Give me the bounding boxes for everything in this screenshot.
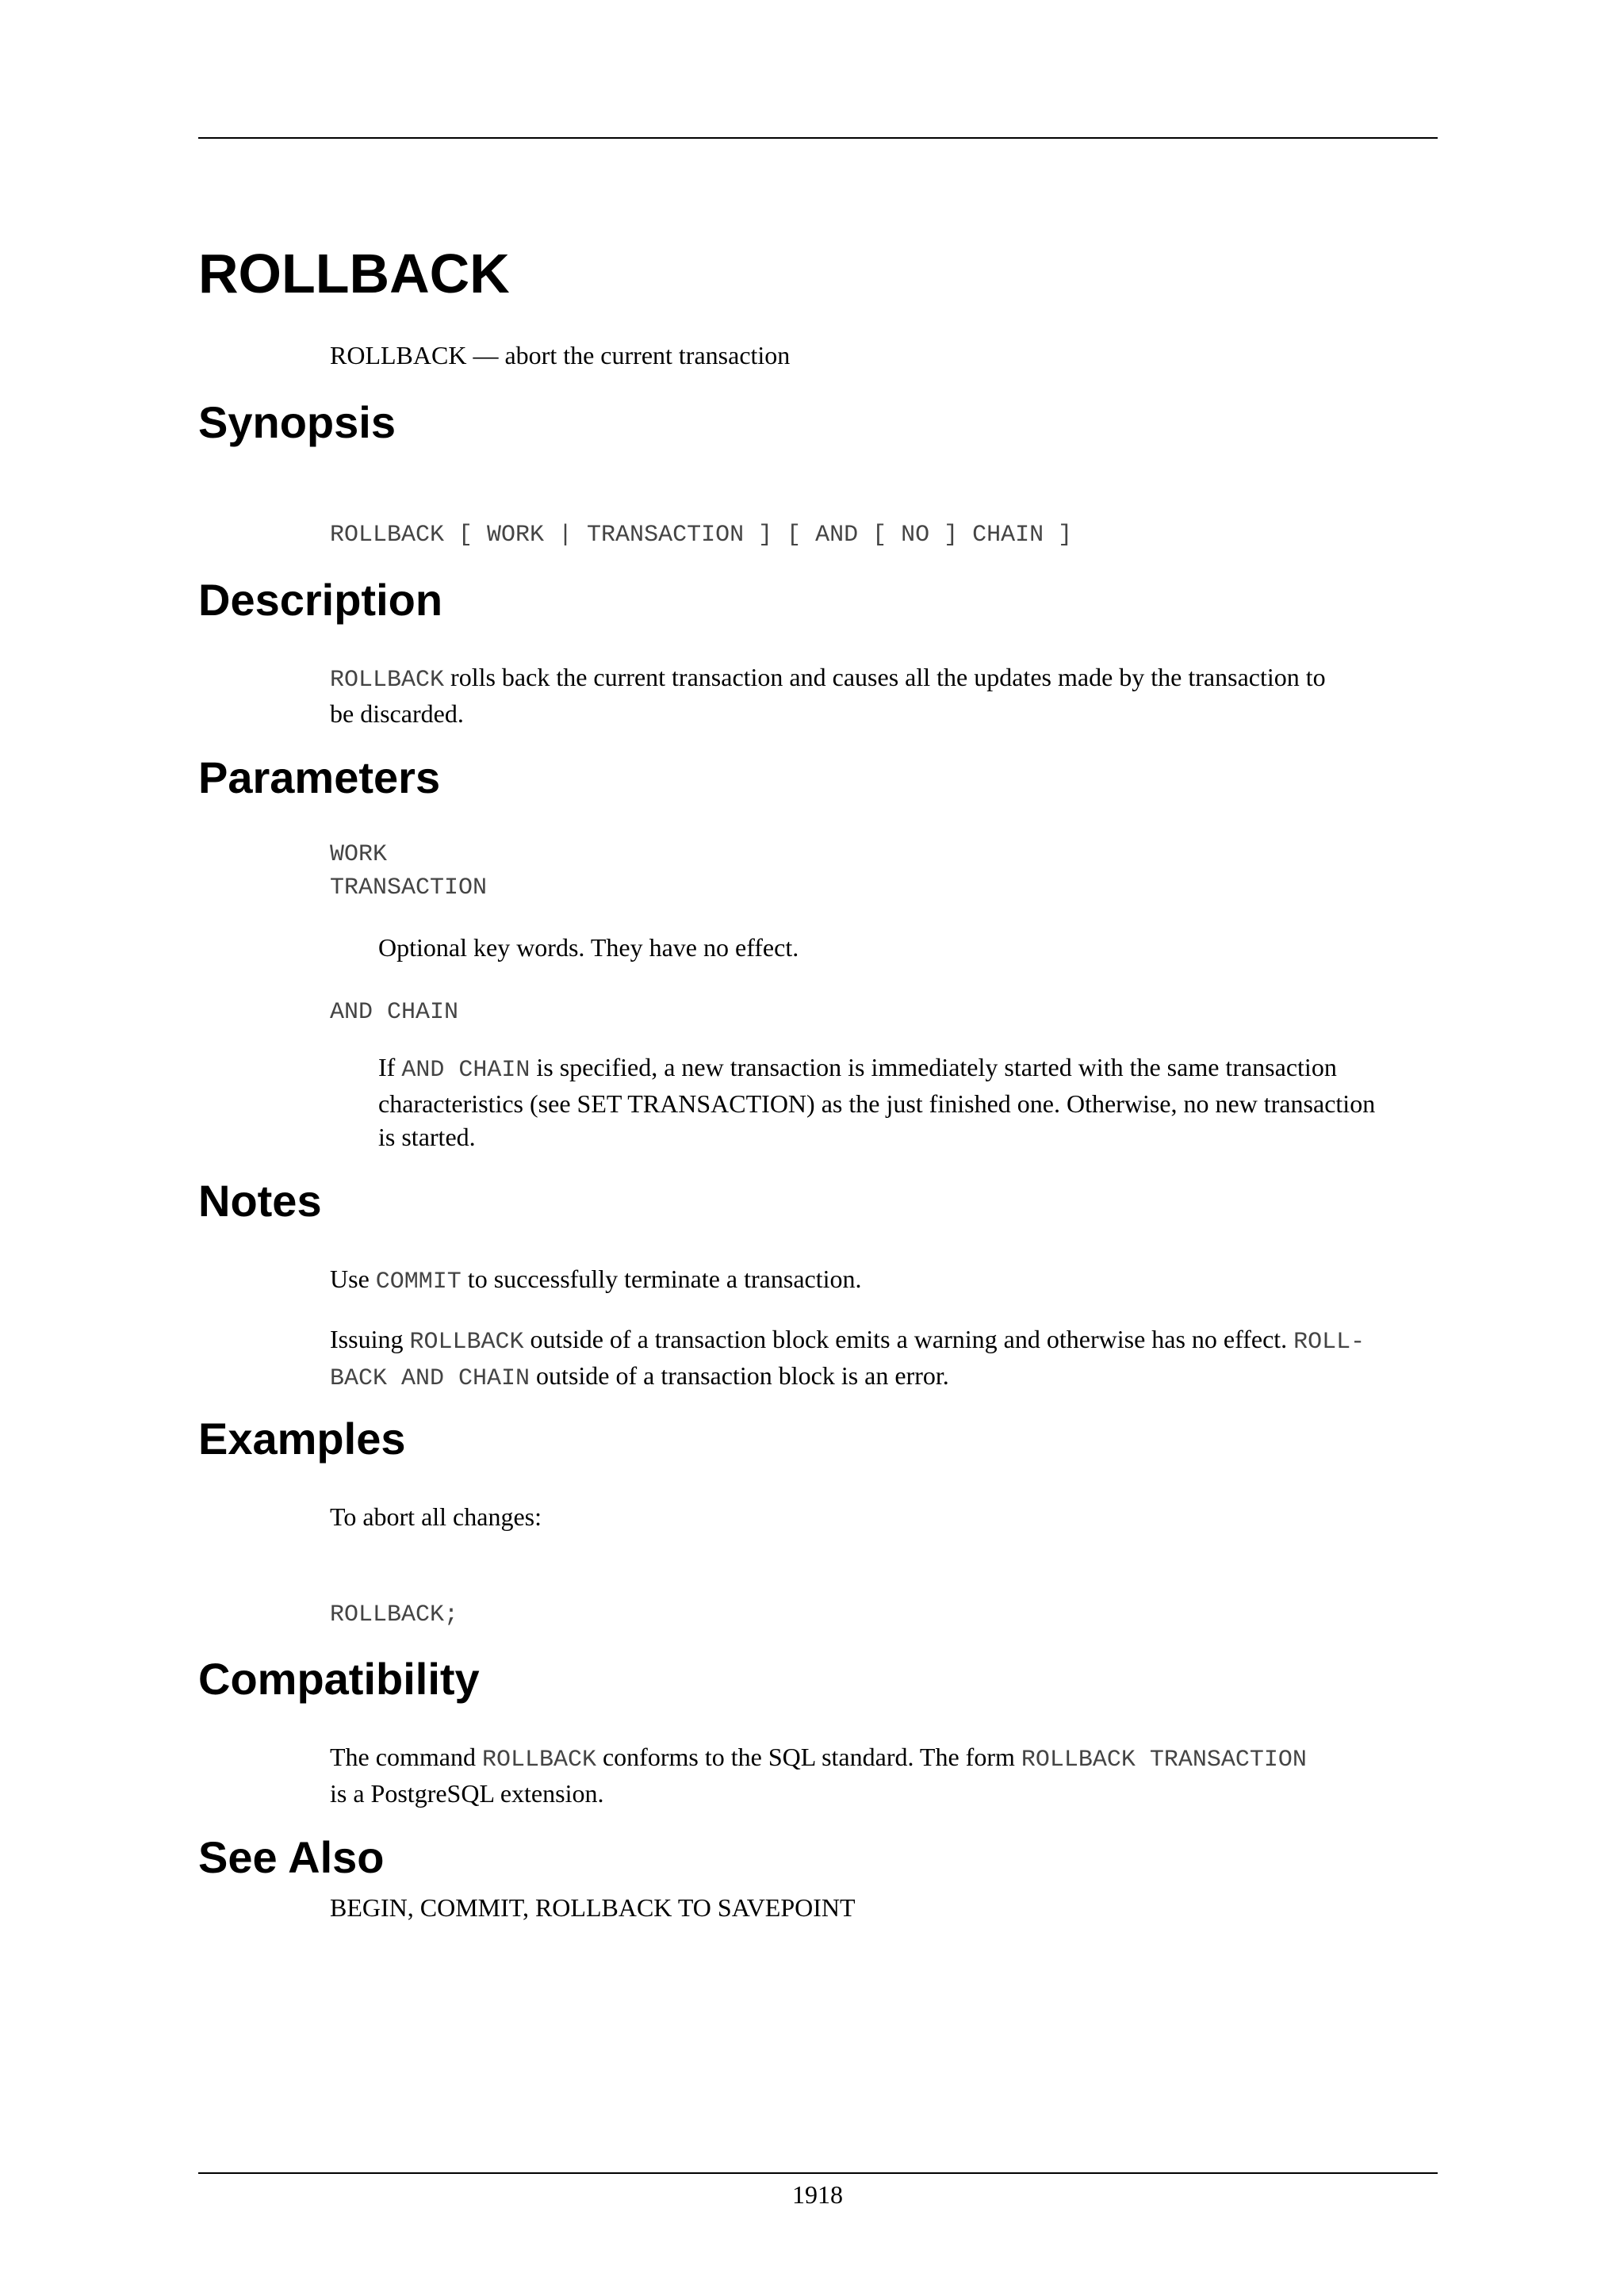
param-term-transaction: TRANSACTION — [330, 874, 488, 901]
compatibility-heading: Compatibility — [198, 1654, 480, 1704]
notes-p2-suffix: outside of a transaction block is an error. — [530, 1361, 949, 1390]
param-def2-line1: is specified, a new transaction is immediately started with the same transaction — [530, 1053, 1337, 1081]
see-also-list — [330, 1891, 1438, 1924]
description-heading: Description — [198, 575, 443, 625]
examples-code: ROLLBACK; — [330, 1601, 459, 1628]
parameter-term-work — [330, 838, 1438, 905]
param-term-work: WORK — [330, 841, 388, 868]
see-also-text: BEGIN, COMMIT, ROLLBACK TO SAVEPOINT — [330, 1893, 856, 1922]
see-also-heading: See Also — [198, 1832, 385, 1882]
synopsis-code: ROLLBACK [ WORK | TRANSACTION ] [ AND [ NO ] CHAIN ] — [330, 522, 1073, 549]
param-term-and-chain: AND CHAIN — [330, 999, 459, 1026]
param-def2-line2: characteristics (see SET TRANSACTION) as the just finished one. Otherwise, no new transaction — [378, 1089, 1376, 1118]
notes-p2-code2b: BACK AND CHAIN — [330, 1365, 530, 1392]
parameter-def-and-chain — [378, 1050, 1438, 1154]
notes-paragraph-1 — [330, 1262, 1438, 1299]
refpurpose-dash: — — [466, 341, 505, 369]
compat-code1: ROLLBACK — [481, 1747, 596, 1774]
page-number: 1918 — [792, 2180, 843, 2209]
examples-heading: Examples — [198, 1414, 406, 1464]
param-def2-prefix: If — [378, 1053, 402, 1081]
notes-p2-code2a: ROLL- — [1293, 1329, 1365, 1356]
examples-intro — [330, 1500, 1438, 1533]
compat-prefix: The command — [330, 1743, 482, 1771]
parameter-def-work — [378, 931, 1438, 964]
notes-p2-mid: outside of a transaction block emits a warning and otherwise has no effect. — [523, 1325, 1294, 1353]
param-def2-line3: is started. — [378, 1123, 476, 1151]
notes-paragraph-2 — [330, 1322, 1438, 1395]
notes-p2-prefix: Issuing — [330, 1325, 410, 1353]
page-title: ROLLBACK — [198, 243, 510, 304]
notes-p1-code: COMMIT — [375, 1269, 462, 1295]
compat-code2: ROLLBACK TRANSACTION — [1021, 1747, 1307, 1774]
compat-line2: is a PostgreSQL extension. — [330, 1779, 604, 1808]
param-def-work-text: Optional key words. They have no effect. — [378, 933, 799, 962]
notes-p2-code1: ROLLBACK — [409, 1329, 524, 1356]
description-text-line1: rolls back the current transaction and causes all the updates made by the transaction to — [444, 663, 1326, 691]
footer-rule — [198, 2172, 1438, 2174]
compatibility-paragraph — [330, 1740, 1438, 1810]
parameters-heading: Parameters — [198, 752, 441, 802]
synopsis-block — [330, 515, 1438, 552]
refpurpose-name: ROLLBACK — [330, 341, 467, 369]
compat-mid: conforms to the SQL standard. The form — [596, 1743, 1021, 1771]
examples-intro-text: To abort all changes: — [330, 1502, 542, 1531]
notes-heading: Notes — [198, 1176, 322, 1226]
parameter-term-and-chain — [330, 993, 1438, 1029]
description-paragraph — [330, 660, 1438, 730]
header-rule — [198, 137, 1438, 139]
notes-p1-prefix: Use — [330, 1265, 376, 1293]
description-text-line2: be discarded. — [330, 699, 464, 728]
refpurpose-text: abort the current transaction — [504, 341, 791, 369]
examples-code-block — [330, 1595, 1438, 1632]
synopsis-heading: Synopsis — [198, 397, 396, 447]
refpurpose — [330, 339, 1438, 372]
description-code: ROLLBACK — [330, 667, 445, 694]
param-def2-code: AND CHAIN — [401, 1057, 530, 1084]
notes-p1-suffix: to successfully terminate a transaction. — [461, 1265, 862, 1293]
